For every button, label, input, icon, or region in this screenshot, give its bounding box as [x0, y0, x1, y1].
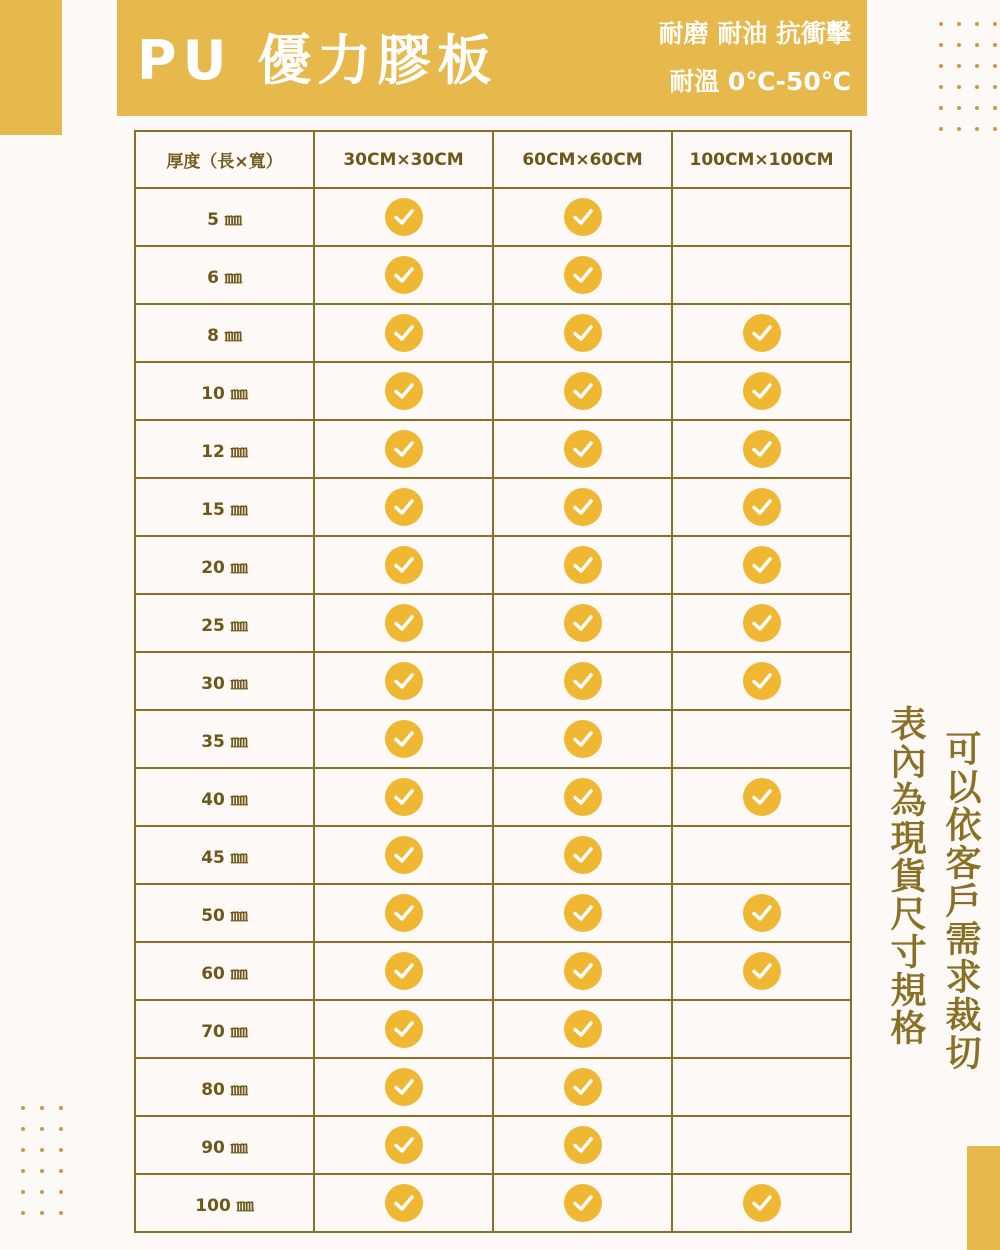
availability-cell — [493, 942, 672, 1000]
table-row — [135, 826, 851, 884]
check-circle-icon — [743, 372, 781, 410]
availability-cell — [314, 362, 493, 420]
check-circle-icon — [385, 662, 423, 700]
thickness-cell: 12 ㎜ — [135, 420, 314, 478]
check-circle-icon — [743, 604, 781, 642]
table-row — [135, 594, 851, 652]
thickness-cell: 15 ㎜ — [135, 478, 314, 536]
check-circle-icon — [385, 256, 423, 294]
table-row — [135, 1116, 851, 1174]
corner-accent-bottom-right — [967, 1146, 1000, 1250]
availability-cell — [672, 710, 851, 768]
check-circle-icon — [385, 1184, 423, 1222]
availability-cell — [672, 362, 851, 420]
availability-cell — [493, 768, 672, 826]
column-header-thickness: 厚度（長×寬） — [135, 131, 314, 188]
table-row — [135, 536, 851, 594]
thickness-cell: 50 ㎜ — [135, 884, 314, 942]
features-line-1: 耐磨 耐油 抗衝擊 — [658, 19, 851, 48]
availability-cell — [672, 768, 851, 826]
availability-cell — [314, 1058, 493, 1116]
check-circle-icon — [564, 720, 602, 758]
availability-cell — [314, 768, 493, 826]
availability-cell — [493, 1116, 672, 1174]
availability-cell — [672, 652, 851, 710]
check-circle-icon — [564, 256, 602, 294]
check-circle-icon — [564, 546, 602, 584]
column-header-100cm: 100CM×100CM — [672, 131, 851, 188]
availability-cell — [314, 1000, 493, 1058]
availability-cell — [493, 652, 672, 710]
check-circle-icon — [564, 604, 602, 642]
check-circle-icon — [385, 952, 423, 990]
availability-cell — [314, 420, 493, 478]
availability-cell — [672, 536, 851, 594]
availability-cell — [672, 884, 851, 942]
check-circle-icon — [385, 778, 423, 816]
check-circle-icon — [385, 546, 423, 584]
check-circle-icon — [743, 546, 781, 584]
availability-cell — [493, 188, 672, 246]
table-row — [135, 884, 851, 942]
availability-cell — [672, 420, 851, 478]
table-row — [135, 710, 851, 768]
table-row — [135, 304, 851, 362]
availability-cell — [493, 362, 672, 420]
table-row — [135, 420, 851, 478]
check-circle-icon — [385, 372, 423, 410]
dot-pattern-bottom-left — [21, 1106, 63, 1215]
table-row — [135, 768, 851, 826]
availability-cell — [672, 188, 851, 246]
check-circle-icon — [385, 488, 423, 526]
check-circle-icon — [385, 604, 423, 642]
table-row — [135, 246, 851, 304]
check-circle-icon — [564, 662, 602, 700]
check-circle-icon — [743, 662, 781, 700]
availability-cell — [493, 304, 672, 362]
availability-cell — [314, 1174, 493, 1232]
availability-cell — [314, 710, 493, 768]
thickness-cell: 6 ㎜ — [135, 246, 314, 304]
dot-pattern-top-right — [939, 22, 997, 131]
table-header-row — [135, 131, 851, 188]
availability-cell — [314, 188, 493, 246]
availability-cell — [493, 1174, 672, 1232]
check-circle-icon — [564, 778, 602, 816]
thickness-cell: 40 ㎜ — [135, 768, 314, 826]
availability-cell — [493, 710, 672, 768]
availability-cell — [314, 536, 493, 594]
availability-cell — [314, 1116, 493, 1174]
check-circle-icon — [385, 1010, 423, 1048]
thickness-cell: 8 ㎜ — [135, 304, 314, 362]
check-circle-icon — [385, 1126, 423, 1164]
availability-cell — [493, 826, 672, 884]
availability-cell — [672, 478, 851, 536]
thickness-cell: 35 ㎜ — [135, 710, 314, 768]
check-circle-icon — [385, 836, 423, 874]
availability-cell — [314, 478, 493, 536]
table-row — [135, 652, 851, 710]
check-circle-icon — [743, 952, 781, 990]
availability-cell — [493, 884, 672, 942]
availability-cell — [493, 1058, 672, 1116]
availability-cell — [672, 1174, 851, 1232]
size-spec-table — [134, 130, 852, 1233]
check-circle-icon — [564, 314, 602, 352]
thickness-cell: 45 ㎜ — [135, 826, 314, 884]
availability-cell — [672, 1000, 851, 1058]
thickness-cell: 100 ㎜ — [135, 1174, 314, 1232]
availability-cell — [672, 594, 851, 652]
thickness-cell: 25 ㎜ — [135, 594, 314, 652]
thickness-cell: 20 ㎜ — [135, 536, 314, 594]
availability-cell — [314, 942, 493, 1000]
availability-cell — [493, 594, 672, 652]
availability-cell — [672, 246, 851, 304]
check-circle-icon — [385, 198, 423, 236]
check-circle-icon — [743, 488, 781, 526]
availability-cell — [314, 246, 493, 304]
availability-cell — [493, 420, 672, 478]
check-circle-icon — [743, 314, 781, 352]
table-row — [135, 1174, 851, 1232]
availability-cell — [672, 826, 851, 884]
thickness-cell: 30 ㎜ — [135, 652, 314, 710]
check-circle-icon — [564, 1184, 602, 1222]
check-circle-icon — [564, 1126, 602, 1164]
table-row — [135, 188, 851, 246]
column-header-30cm: 30CM×30CM — [314, 131, 493, 188]
availability-cell — [493, 478, 672, 536]
corner-accent-top-left — [0, 0, 62, 135]
custom-cut-note: 可以依客戶需求裁切 — [940, 730, 981, 1072]
thickness-cell: 10 ㎜ — [135, 362, 314, 420]
check-circle-icon — [564, 430, 602, 468]
availability-cell — [314, 826, 493, 884]
thickness-cell: 60 ㎜ — [135, 942, 314, 1000]
availability-cell — [314, 304, 493, 362]
availability-cell — [314, 652, 493, 710]
check-circle-icon — [743, 778, 781, 816]
check-circle-icon — [385, 430, 423, 468]
availability-cell — [672, 304, 851, 362]
check-circle-icon — [385, 894, 423, 932]
header-banner — [117, 0, 867, 116]
check-circle-icon — [385, 720, 423, 758]
page-title: PU 優力膠板 — [137, 29, 498, 92]
table-row — [135, 362, 851, 420]
check-circle-icon — [385, 1068, 423, 1106]
thickness-cell: 70 ㎜ — [135, 1000, 314, 1058]
check-circle-icon — [743, 430, 781, 468]
availability-cell — [493, 246, 672, 304]
table-row — [135, 1000, 851, 1058]
table-row — [135, 1058, 851, 1116]
availability-cell — [493, 1000, 672, 1058]
check-circle-icon — [564, 198, 602, 236]
check-circle-icon — [743, 894, 781, 932]
check-circle-icon — [564, 488, 602, 526]
check-circle-icon — [385, 314, 423, 352]
check-circle-icon — [564, 1068, 602, 1106]
availability-cell — [493, 536, 672, 594]
check-circle-icon — [564, 952, 602, 990]
thickness-cell: 80 ㎜ — [135, 1058, 314, 1116]
table-row — [135, 478, 851, 536]
availability-cell — [314, 884, 493, 942]
check-circle-icon — [564, 894, 602, 932]
availability-cell — [672, 1058, 851, 1116]
thickness-cell: 90 ㎜ — [135, 1116, 314, 1174]
availability-cell — [314, 594, 493, 652]
availability-cell — [672, 942, 851, 1000]
table-row — [135, 942, 851, 1000]
column-header-60cm: 60CM×60CM — [493, 131, 672, 188]
check-circle-icon — [743, 1184, 781, 1222]
check-circle-icon — [564, 372, 602, 410]
check-circle-icon — [564, 836, 602, 874]
availability-cell — [672, 1116, 851, 1174]
thickness-cell: 5 ㎜ — [135, 188, 314, 246]
check-circle-icon — [564, 1010, 602, 1048]
stock-sizes-note: 表內為現貨尺寸規格 — [885, 705, 926, 1047]
features-line-2: 耐溫 0℃-50℃ — [669, 67, 851, 96]
